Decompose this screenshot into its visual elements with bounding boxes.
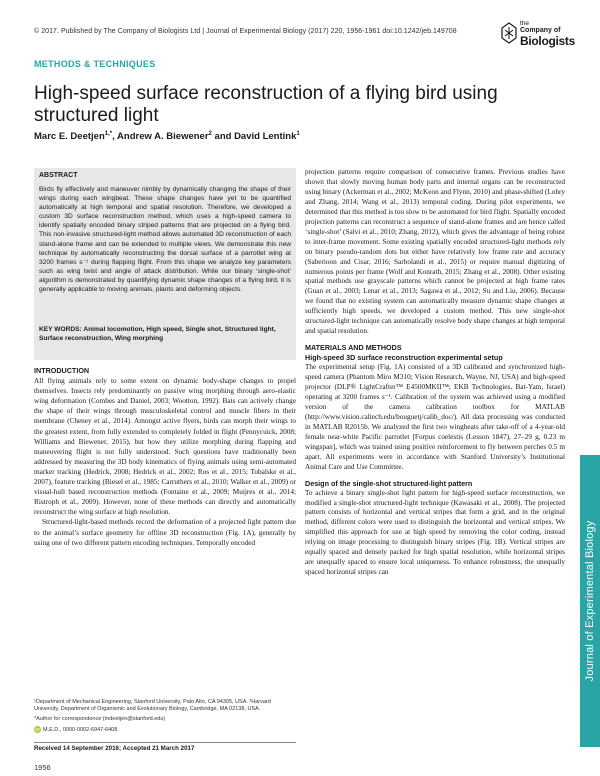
intro-paragraph-2: Structured-light-based methods record the deformation of a projected light pattern due to the animal’s surface geometry for offline 3D reconstruction (Fig. 1A), generally by using one of two different pattern encoding techniques. Temporally encoded [34, 518, 296, 547]
author-name: Andrew A. Biewener [117, 131, 209, 143]
journal-spine-text: Journal of Experimental Biology [584, 520, 596, 682]
author-name: Marc E. Deetjen [34, 131, 105, 143]
author-affiliation: 1 [296, 131, 300, 137]
keywords: KEY WORDS: Animal locomotion, High speed, Single shot, Structured light, Surface reconstruction, Wing morphing [39, 326, 276, 342]
logo-biologists: Biologists [520, 34, 576, 48]
company-of-biologists-logo-icon [500, 22, 518, 44]
author-list [34, 131, 300, 142]
author-separator: and [211, 131, 235, 143]
citation-header: © 2017. Published by The Company of Biologists Ltd | Journal of Experimental Biology (2017) 220, 1956-1961 doi:10.1242/jeb.149708 [34, 28, 457, 35]
author-affiliation: 1,* [104, 131, 113, 137]
page-number: 1956 [34, 763, 51, 772]
article-type: METHODS & TECHNIQUES [34, 59, 156, 69]
methods-heading: MATERIALS AND METHODS [305, 343, 402, 353]
logo-the: the [520, 20, 530, 27]
column-left [34, 366, 296, 548]
author-name: David Lentink [234, 131, 297, 143]
orcid-text[interactable]: M.E.D., 0000-0002-6947-6408 [43, 727, 118, 734]
article-title: High-speed surface reconstruction of a flying bird using structured light [34, 83, 498, 126]
author-separator: , [112, 131, 118, 143]
publisher-logo [500, 20, 580, 48]
intro-paragraph-1: All flying animals rely to some extent on dynamic body-shape changes to propel themselves. Insects rely predominantly on passive wing morphing through aero-elastic wing deformation (Combes and Daniel, 2003; Wootton, 1992). Bats can actively change the shape of their wings through musculoskeletal control and muscle fibers in their membrane (Cheney et al., 2014). Amongst active flyers, birds can morph their wings to the greatest extent, from fully extended to completely folded in flight (Pennycuick, 2008; Williams and Biewener, 2015), but how they utilize morphing during flapping and maneuvering flight is not fully understood. Such questions have traditionally been addressed by measuring the 3D body kinematics of flying animals using semi-automated marker tracking (Hedrick, 2008; Hedrick et al., 2002; Ros et al., 2015; Tobalske et al., 2007), feature tracking (Biesel et al., 1985; Carruthers et al., 2010; Walker et al., 2009) or visual-hull based reconstruction methods (Fontaine et al., 2009; Muijres et al., 2014; Ristroph et al., 2009). However, none of these methods can directly and automatically reconstruct the wing surface at high resolution. [34, 377, 296, 517]
logo-company: Company of [520, 27, 561, 34]
orcid-line [34, 726, 296, 734]
setup-paragraph: The experimental setup (Fig. 1A) consisted of a 3D calibrated and synchronized high-speed camera (Phantom Miro M310; Vision Research, Wayne, NJ, USA) and high-speed projector (DLP® LightCrafter™ E4500MKII™; EKB Technologies, Bat-Yam, Israel) operating at 3200 frames s⁻¹. Calibration of the system was achieved using a modified version of the camera calibration toolbox for MATLAB (http://www.vision.caltech.edu/bouguetj/calib_doc/). All data processing was conducted in MATLAB R2015b. We analyzed the first two wingbeats after take-off of a 4-year-old female near-white Pacific parrotlet [Forpus coelestis (Lesson 1847), 27–29 g, 0.23 m wingspan], which was trained using positive reinforcement to fly between perches 0.5 m apart. All experiments were in accordance with Stanford University’s Institutional Animal Care and Use Committee. [305, 363, 565, 471]
author-affiliation: 2 [208, 131, 212, 137]
abstract-text: Birds fly effectively and maneuver nimbly by dynamically changing the shape of their wings during each wingbeat. These shape changes have yet to be quantified automatically at high temporal and spatial resolution. Therefore, we developed a custom 3D surface reconstruction method, which uses a high-speed camera to identify spatially encoded binary striped patterns that are projected on a flying bird. This non-invasive structured-light method allows automated 3D reconstruction of each stand-alone frame and can be extended to multiple views. We demonstrate this new technique by automatically reconstructing the dorsal surface of a parrotlet wing at 3200 frames s⁻¹ during flapping flight. From this shape we analyze key parameters such as wing twist and angle of attack distribution. While our binary ‘single-shot’ algorithm is demonstrated by quantifying dynamic shape changes of a flying bird, it is generally applicable to moving animals, plants and deforming objects. [39, 186, 291, 294]
affiliations: ¹Department of Mechanical Engineering, Stanford University, Palo Alto, CA 94305, USA. ²Harvard University, Department of Organismic and Evolutionary Biology, Cambridge, MA 02138, USA. [34, 699, 271, 713]
column-right [305, 168, 565, 578]
correspondence: *Author for correspondence (mdeetjen@stanford.edu) [34, 716, 166, 723]
journal-spine [580, 455, 600, 747]
design-subheading: Design of the single-shot structured-light pattern [305, 478, 473, 488]
intro-paragraph-continued: projection patterns require comparison of consecutive frames. Previous studies have shown that slowly moving human body parts and internal organs can be reconstructed using binary (Ackerman et al., 2002; McKeon and Flynn, 2010) and phase-shifted (Lohry and Zhang, 2014; Wang et al., 2013) temporal coding. During pilot experiments, we determined that this method is too slow to be automated for bird flight. Spatially encoded projection patterns can reconstruct a sequence of stand-alone frames and are hence called ‘single-shot’ (Salvi et al., 2010; Zhang, 2012), which gives the advantage of being robust to inter-frame movement. Some existing spatially encoded structured-light methods rely on binary pseudo-random dots but either have relatively low frame rate and accuracy (Saberioon and Cisar, 2016; Sarbolandi et al., 2015) or require manual digitizing of numerous points per frame (Wolf and Konrath, 2015; Zhang et al., 2008). Other existing spatial methods use grayscale patterns which cannot be projected at high frame rates (Guan et al., 2003; Lenar et al., 2013; Sagawa et al., 2012; Su and Liu, 2006). Because we found that no existing system can automatically measure dynamic shape changes at sufficiently high speeds, we developed a custom method. This new single-shot structured-light technique can automatically resolve body shape changes at high temporal and spatial resolution. [305, 168, 565, 336]
orcid-icon: iD [35, 727, 40, 733]
divider [34, 742, 296, 743]
abstract-heading: ABSTRACT [39, 172, 78, 179]
design-paragraph: To achieve a binary single-shot light pattern for high-speed surface reconstruction, we modified a single-shot structured-light technique (Kawasaki et al., 2008). The projected pattern consists of horizontal and vertical stripes that form a grid, and in the original method, different colors were used to distinguish the horizontal and vertical stripes. We simplified this approach for use at high speed by removing the color coding, instead relying on image processing to distinguish binary stripes (Fig. 1B). Vertical stripes are equally spaced and densely packed for high spatial resolution, while horizontal stripes are unequally spaced to ensure local uniqueness. To enhance robustness, the unequally spaced horizontal stripes can [305, 488, 565, 577]
received-dates: Received 14 September 2016; Accepted 21 March 2017 [34, 745, 195, 752]
footnotes [34, 699, 296, 737]
setup-subheading: High-speed 3D surface reconstruction experimental setup [305, 353, 503, 363]
introduction-heading: INTRODUCTION [34, 366, 90, 375]
